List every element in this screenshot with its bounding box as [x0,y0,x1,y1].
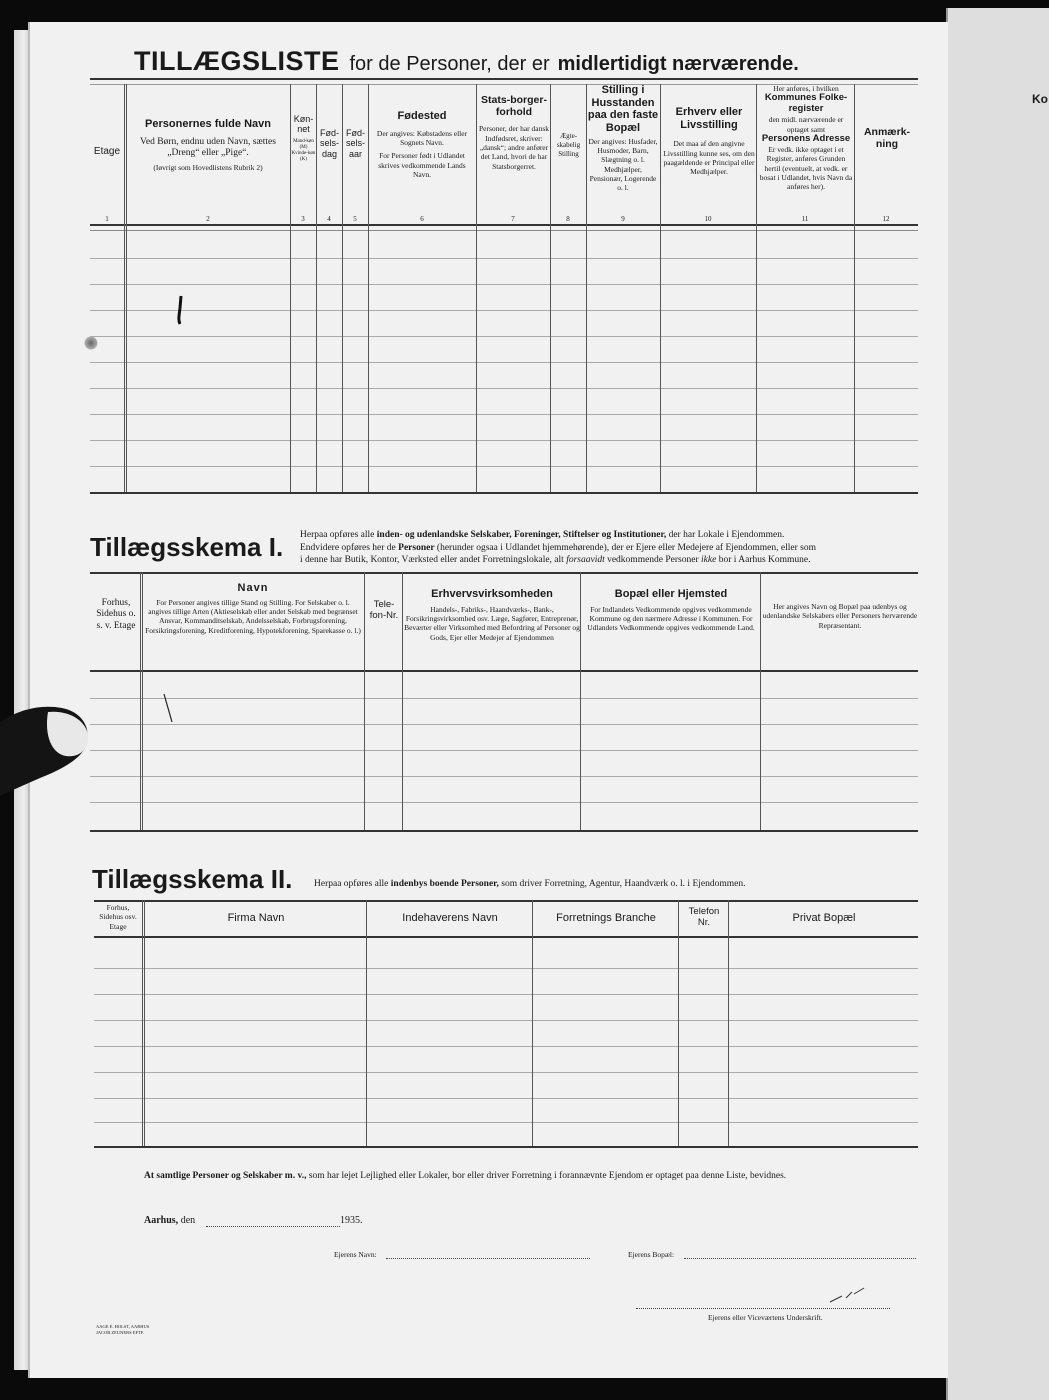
col-navn: Personernes fulde Navn Ved Børn, endnu uden Navn, sættes „Dreng“ eller „Pige“. (Iøvrigt som Hovedlistens Rubrik 2) [140,118,276,173]
skema1-title: Tillægsskema I. [90,532,284,562]
col-etage: Etage [93,146,121,157]
skema2-description: Herpaa opføres alle indenbys boende Personer, som driver Forretning, Agentur, Haandværk o. l. i Ejendommen. [314,879,746,889]
s2-col-branche: Forretnings Branche [556,912,656,924]
colnum-5: 5 [353,215,357,223]
colnum-11: 11 [801,215,809,223]
colnum-9: 9 [621,215,625,223]
date-field[interactable] [206,1226,340,1227]
col-foedselsdag: Fød-sels-dag [319,128,339,159]
signature-field[interactable] [636,1308,890,1309]
s1-col-navn: Navn For Personer angives tillige Stand og Stilling. For Selskaber o. l. angives tillige Arten (Aktieselskab eller andet Selskab med begrænset Ansvar, Kommanditselskab, Andelsselskab, Forbrugsforening, Forsikringsforening, Kreditforening, Hypotekforening, Sparekasse o. l.) [145,582,361,635]
colnum-7: 7 [511,215,515,223]
skema1-description: Herpaa opføres alle inden- og udenlandske Selskaber, Foreninger, Stiftelser og Institutioner, der har Lokale i Ejendommen. Endvidere opføres her de Personer (herunder ogsaa i Udlandet hjemmehørende), der er Ejere eller Medejere af Ejendommen, eller som i denne har Butik, Kontor, Værksted eller andet Forretningslokale, alt forsaavidt vedkommende Personer ikke bor i Aarhus Kommune. [300,530,816,566]
col-statsborger: Stats-borger-forhold Personer, der har dansk Indfødsret, skriver: „dansk“; andre anfører det Land, hvori de har Statsborgerret. [478,94,550,171]
col-foedested: Fødested Der angives: Købstadens eller Sognets Navn. For Personer født i Udlandet skrives vedkommende Lands Navn. [376,110,468,180]
colnum-10: 10 [704,215,712,223]
title-main: TILLÆGSLISTE [134,46,340,76]
adjacent-page-fragment: Ko [1032,92,1048,106]
s2-col-telefon: Telefon Nr. [688,906,720,929]
owner-address-label: Ejerens Bopæl: [628,1250,675,1259]
colnum-2: 2 [206,215,210,223]
attestation-text: At samtlige Personer og Selskaber m. v., som har lejet Lejlighed eller Lokaler, bor eller driver Forretning i forannævnte Ejendom er optaget paa denne Liste, bevidnes. [144,1171,787,1181]
skema2-table [94,900,918,1150]
date-year: 1935. [340,1215,363,1226]
s1-col-telefon: Tele-fon-Nr. [369,599,399,621]
col-foedselsaar: Fød-sels-aar [345,128,365,159]
pencil-stroke [162,692,176,726]
s2-col-bopael: Privat Bopæl [792,912,856,924]
thumb-shape [0,700,100,800]
signature-mark [828,1286,868,1306]
date-line: Aarhus, den [144,1215,196,1226]
skema2-title: Tillægsskema II. [92,864,293,894]
owner-name-field[interactable] [386,1258,590,1259]
s1-col-repraesentant: Her angives Navn og Bopæl paa udenbys og udenlandske Selskabers eller Personers herværende Repræsentant. [762,602,918,630]
col-erhverv: Erhverv eller Livsstilling Det maa af den angivne Livsstilling kunne ses, om den paagældende er Principal eller Medhjælper. [663,106,755,177]
colnum-12: 12 [882,215,890,223]
smudge [84,336,98,350]
col-folkeregister: Her anføres, i hvilken Kommunes Folke-register den midl. nærværende er optaget samt Personens Adresse Er vedk. ikke optaget i et Register, anføres Grunden hertil (eventuelt, at vedk. er bosat i Udlandet, hvis Navn da anføres her). [759,84,853,192]
adjacent-page [946,8,1049,1400]
s1-col-bopael: Bopæl eller Hjemsted For Indlandets Vedkommende opgives vedkommende Kommune og den nærmere Adresse i Kommunen. For Udlandets Vedkommende opgives vedkommende Land. [587,588,755,633]
colnum-3: 3 [301,215,305,223]
s2-col-firma: Firma Navn [227,912,285,924]
col-koennet: Køn-net Mand-køn (M) Kvinde-køn (K) [291,114,316,163]
col-stilling: Stilling i Husstanden paa den faste Bopæl Der angives: Husfader, Husmoder, Barn, Slægtning o. l. Medhjælper, Pensionær, Logerende o. l. [587,84,659,193]
owner-address-field[interactable] [684,1258,916,1259]
tillaegsliste-table [90,78,918,496]
col-anmaerkning: Anmærk-ning [863,126,911,151]
colnum-6: 6 [420,215,424,223]
title-mid: for de Personer, der er [349,53,550,75]
s1-col-erhverv: Erhvervsvirksomheden Handels-, Fabriks-, Haandværks-, Bank-, Forsikringsvirksomhed osv. Læge, Sagfører, Entreprenør, Beværter eller Virksomhed med Befordring af Personer og Gods, Ejer eller Medejer af Ejendommen [404,588,580,642]
printer-mark: AAGE E. HOLST, AARHUS JACOB ZEUNERS EFTF. [96,1324,150,1335]
s1-col-etage: Forhus, Sidehus o. s. v. Etage [96,598,136,631]
s2-col-etage: Forhus, Sidehus osv. Etage [99,903,137,931]
ink-mark [174,294,186,328]
s2-col-indehaver: Indehaverens Navn [402,912,498,924]
owner-name-label: Ejerens Navn: [334,1250,377,1259]
colnum-1: 1 [105,215,109,223]
skema1-table [90,572,918,834]
colnum-8: 8 [566,215,570,223]
tillaegsliste-title [134,46,799,77]
title-bold: midlertidigt nærværende. [557,53,799,75]
colnum-4: 4 [327,215,331,223]
signature-label: Ejerens eller Viceværtens Underskrift. [708,1313,823,1322]
col-aegteskabelig: Ægte-skabelig Stilling [556,132,581,158]
